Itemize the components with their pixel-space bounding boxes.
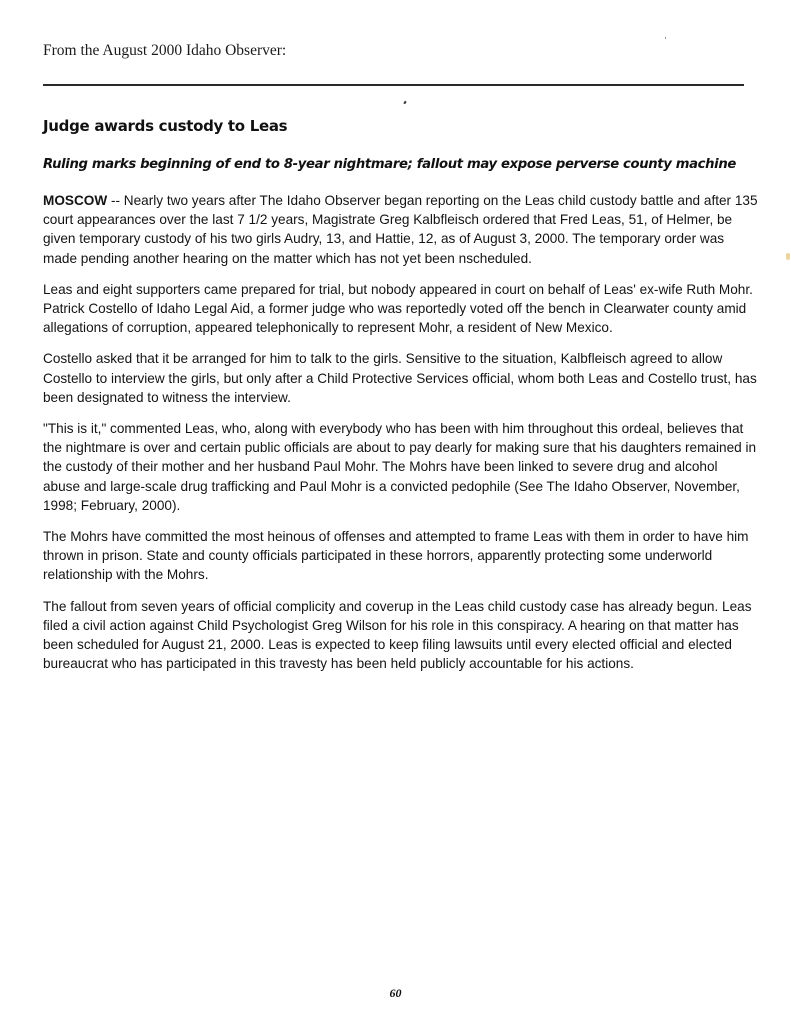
dateline: MOSCOW bbox=[43, 193, 108, 208]
article-headline: Judge awards custody to Leas bbox=[43, 117, 288, 135]
article-paragraph: The fallout from seven years of official complicity and coverup in the Leas child custody case has already begun. Leas filed a civil action against Child Psychologist Greg Wilson for his role in this conspiracy. A hearing on that matter has been scheduled for August 21, 2000. Leas is expected to keep filing lawsuits until every elected official and elected bureaucrat who has participated in this travesty has been held publicly accountable for his actions. bbox=[43, 598, 752, 672]
article-paragraph: Costello asked that it be arranged for him to talk to the girls. Sensitive to the situation, Kalbfleisch agreed to allow Costello to interview the girls, but only after a Child Protective Services official, whom both Leas and Costello trust, has been designated to witness the interview. bbox=[43, 351, 757, 405]
scan-speck bbox=[665, 37, 666, 39]
page-number: 60 bbox=[389, 986, 402, 1000]
paragraph-text: -- Nearly two years after The Idaho Observer began reporting on the Leas child custody battle and after 135 court appearances over the last 7 1/2 years, Magistrate Greg Kalbfleisch ordered that Fred Leas, 51, of Helmer, be given temporary custody of his two girls Audry, 13, and Hattie, 12, as of August 3, 2000. The temporary order was made pending another hearing on the matter which has not yet been nscheduled. bbox=[43, 193, 758, 266]
article-paragraph bbox=[43, 191, 758, 268]
horizontal-rule bbox=[43, 84, 744, 86]
scan-stain bbox=[786, 253, 790, 260]
scan-speck bbox=[403, 101, 406, 105]
source-line: From the August 2000 Idaho Observer: bbox=[43, 42, 287, 59]
article-subheadline: Ruling marks beginning of end to 8-year nightmare; fallout may expose perverse county machine bbox=[43, 157, 736, 172]
article-paragraph: Leas and eight supporters came prepared for trial, but nobody appeared in court on behalf of Leas' ex-wife Ruth Mohr. Patrick Costello of Idaho Legal Aid, a former judge who was reportedly voted off the bench in Clearwater county amid allegations of corruption, appeared telephonically to represent Mohr, a resident of New Mexico. bbox=[43, 281, 753, 336]
article-paragraph: "This is it," commented Leas, who, along with everybody who has been with him throughout this ordeal, believes that the nightmare is over and certain public officials are about to pay dearly for making sure that his daughters remained in the custody of their mother and her husband Paul Mohr. The Mohrs have been linked to severe drug and alcohol abuse and large-scale drug trafficking and Paul Mohr is a convicted pedophile (See The Idaho Observer, November, 1998; February, 2000). bbox=[43, 421, 757, 513]
article-paragraph: The Mohrs have committed the most heinous of offenses and attempted to frame Leas with them in order to have him thrown in prison. State and county officials participated in these horrors, apparently protecting some underworld relationship with the Mohrs. bbox=[43, 529, 749, 583]
article-body bbox=[43, 191, 758, 685]
